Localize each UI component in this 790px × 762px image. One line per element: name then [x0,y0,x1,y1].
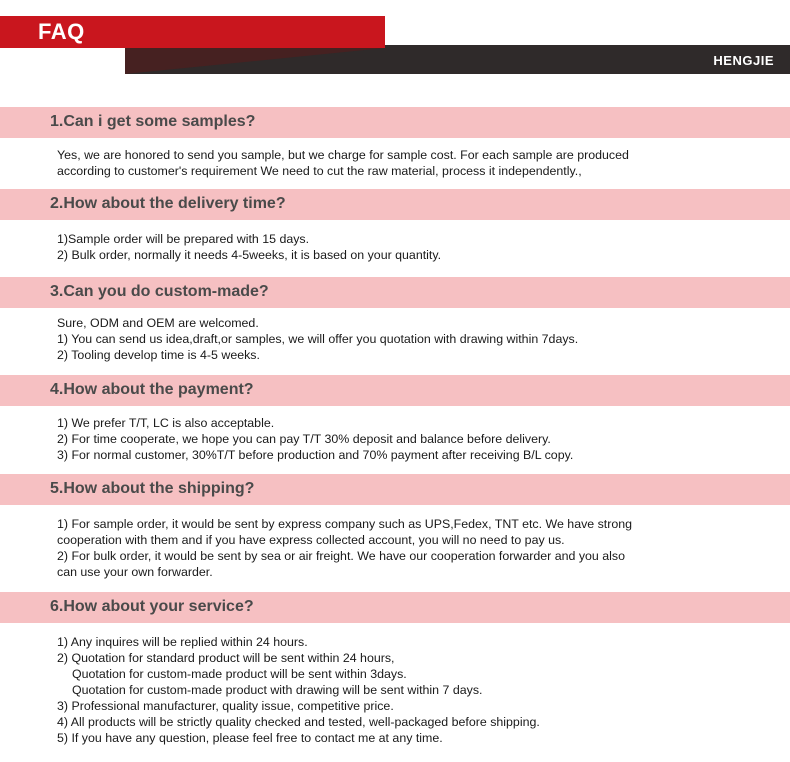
answer-line: 2) For bulk order, it would be sent by sea or air freight. We have our cooperation forwarder and you also [57,549,625,563]
answer-line: cooperation with them and if you have express collected account, you will no need to pay us. [57,533,565,547]
faq-answer-5 [57,516,737,580]
answer-line: 3) Professional manufacturer, quality issue, competitive price. [57,699,394,713]
answer-line: can use your own forwarder. [57,565,213,579]
answer-line: 1) You can send us idea,draft,or samples, we will offer you quotation with drawing within 7days. [57,332,579,346]
answer-line: Quotation for custom-made product will be sent within 3days. [72,667,407,681]
answer-line: Yes, we are honored to send you sample, but we charge for sample cost. For each sample are produced [57,148,629,162]
faq-answer-1 [57,147,737,179]
brand-name: HENGJIE [713,53,774,68]
question-text: 4.How about the payment? [50,381,254,398]
page-title: FAQ [38,19,85,44]
faq-question-6 [0,592,790,623]
question-text: 2.How about the delivery time? [50,195,286,212]
faq-answer-3 [57,315,737,363]
answer-line: 4) All products will be strictly quality checked and tested, well-packaged before shipping. [57,715,540,729]
faq-answer-6 [57,634,737,746]
faq-question-5 [0,474,790,505]
answer-line: 2) Quotation for standard product will be sent within 24 hours, [57,651,395,665]
faq-question-4 [0,375,790,406]
answer-line: 2) Tooling develop time is 4-5 weeks. [57,348,260,362]
answer-line: 1) For sample order, it would be sent by express company such as UPS,Fedex, TNT etc. We have strong [57,517,633,531]
answer-line: 2) Bulk order, normally it needs 4-5weeks, it is based on your quantity. [57,248,442,262]
faq-question-2 [0,189,790,220]
answer-line: 1) Any inquires will be replied within 24 hours. [57,635,308,649]
question-text: 5.How about the shipping? [50,480,255,497]
answer-line: 1) We prefer T/T, LC is also acceptable. [57,416,275,430]
answer-line: 2) For time cooperate, we hope you can pay T/T 30% deposit and balance before delivery. [57,432,551,446]
faq-answer-2 [57,231,737,263]
answer-line: 5) If you have any question, please feel free to contact me at any time. [57,731,443,745]
faq-question-3 [0,277,790,308]
question-text: 1.Can i get some samples? [50,113,256,130]
answer-line: 1)Sample order will be prepared with 15 days. [57,232,310,246]
question-text: 6.How about your service? [50,598,254,615]
header-fold-shadow [125,48,385,74]
answer-line: 3) For normal customer, 30%T/T before production and 70% payment after receiving B/L copy. [57,448,574,462]
question-text: 3.Can you do custom-made? [50,283,269,300]
answer-line: Quotation for custom-made product with drawing will be sent within 7 days. [72,683,483,697]
faq-answer-4 [57,415,737,463]
faq-question-1 [0,107,790,138]
answer-line: according to customer's requirement We need to cut the raw material, process it independently., [57,164,582,178]
answer-line: Sure, ODM and OEM are welcomed. [57,316,259,330]
